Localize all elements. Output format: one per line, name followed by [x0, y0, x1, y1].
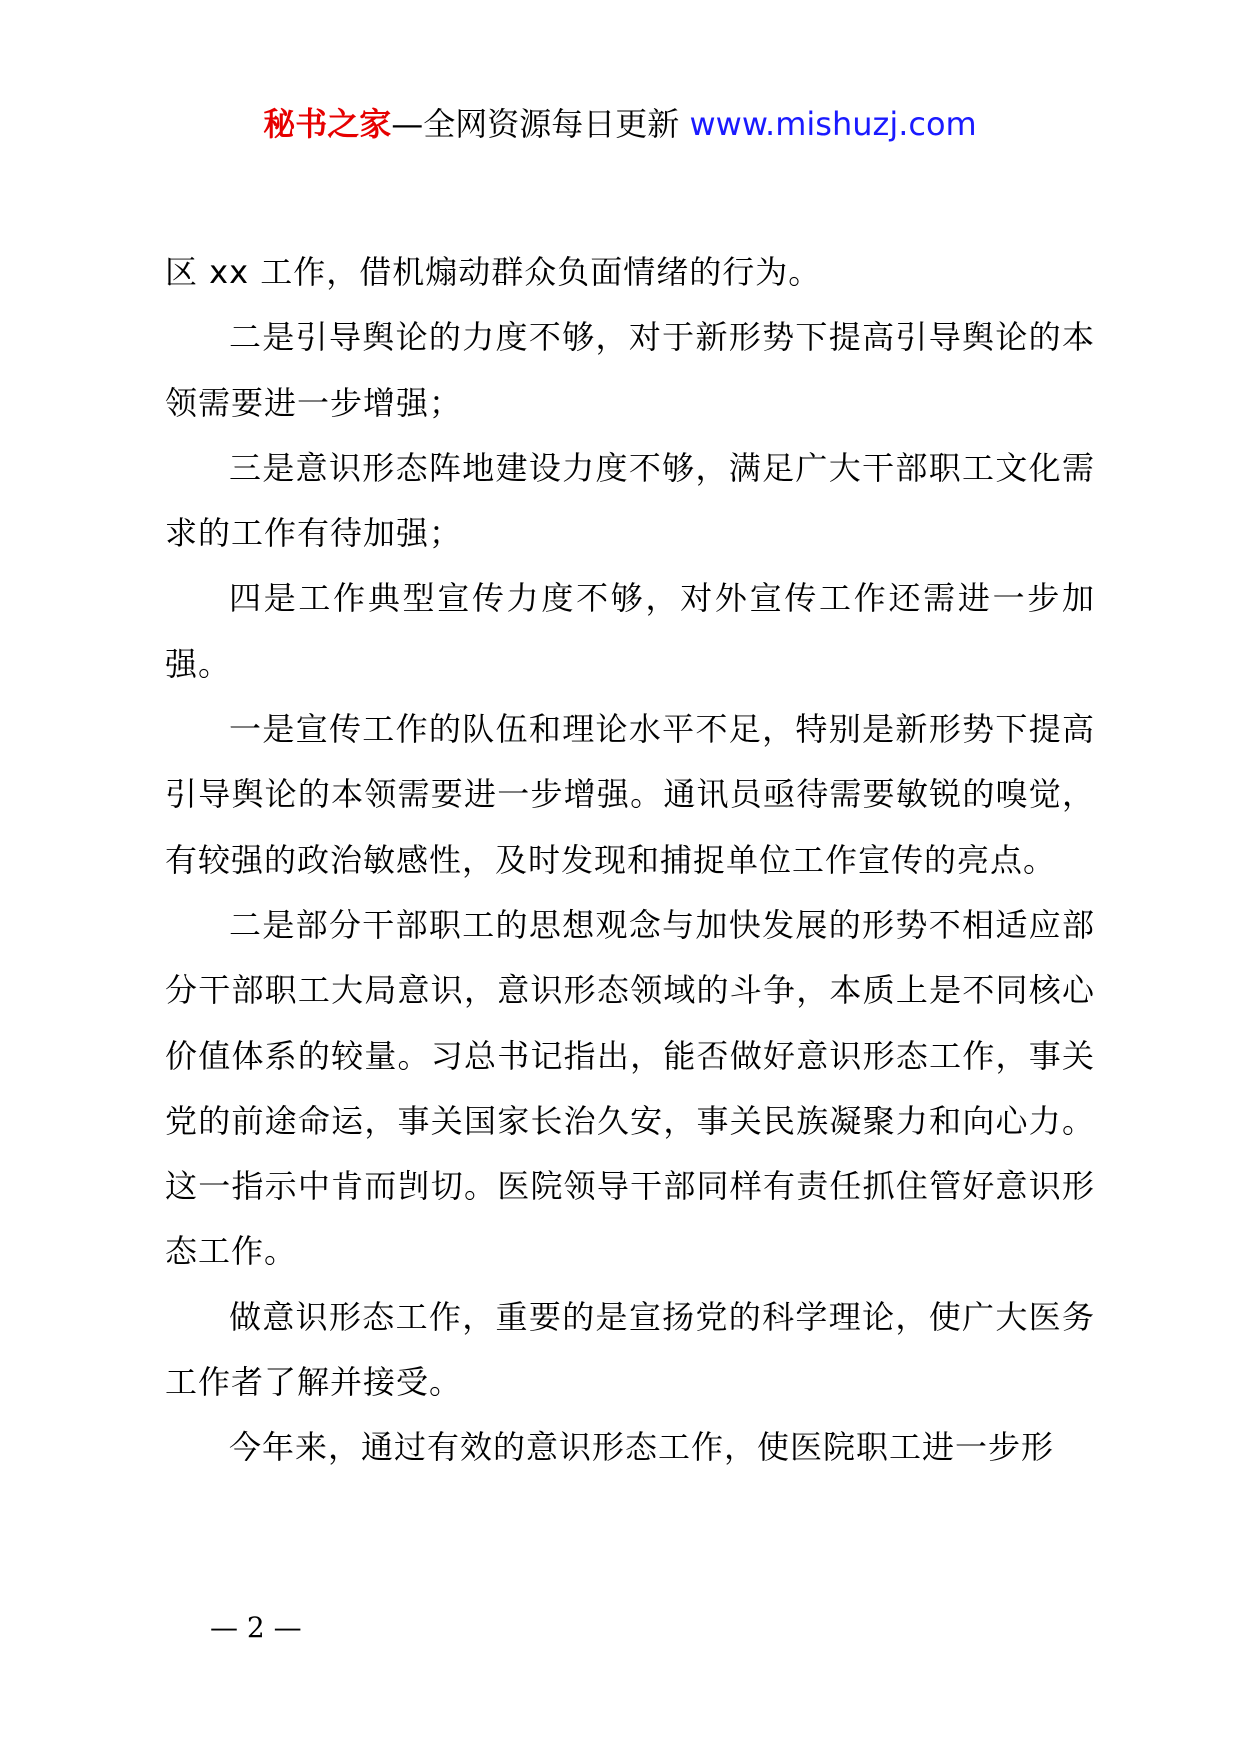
site-brand: 秘书之家: [263, 105, 392, 143]
paragraph: 区 xx 工作，借机煽动群众负面情绪的行为。: [165, 253, 822, 291]
document-body: [165, 240, 1095, 1481]
paragraph: 二是部分干部职工的思想观念与加快发展的形势不相适应部分干部职工大局意识，意识形态领域的斗争，本质上是不同核心价值体系的较量。习总书记指出，能否做好意识形态工作，事关党的前途命运，事关国家长治久安，事关民族凝聚力和向心力。这一指示中肯而剀切。医院领导干部同样有责任抓住管好意识形态工作。: [165, 905, 1095, 1271]
site-header: [0, 100, 1240, 148]
paragraph: 三是意识形态阵地建设力度不够，满足广大干部职工文化需求的工作有待加强；: [165, 448, 1095, 553]
paragraph: 今年来，通过有效的意识形态工作，使医院职工进一步形: [229, 1428, 1055, 1467]
paragraph: 一是宣传工作的队伍和理论水平不足，特别是新形势下提高引导舆论的本领需要进一步增强。通讯员亟待需要敏锐的嗅觉，有较强的政治敏感性，及时发现和捕捉单位工作宣传的亮点。: [165, 710, 1095, 879]
paragraph: 做意识形态工作，重要的是宣扬党的科学理论，使广大医务工作者了解并接受。: [165, 1297, 1095, 1402]
site-url-link[interactable]: www.mishuzj.com: [689, 105, 977, 143]
paragraph: 二是引导舆论的力度不够，对于新形势下提高引导舆论的本领需要进一步增强；: [165, 318, 1095, 422]
paragraph: 四是工作典型宣传力度不够，对外宣传工作还需进一步加强。: [165, 579, 1095, 683]
site-slogan: —全网资源每日更新: [391, 105, 690, 143]
page-number: — 2 —: [210, 1611, 302, 1644]
